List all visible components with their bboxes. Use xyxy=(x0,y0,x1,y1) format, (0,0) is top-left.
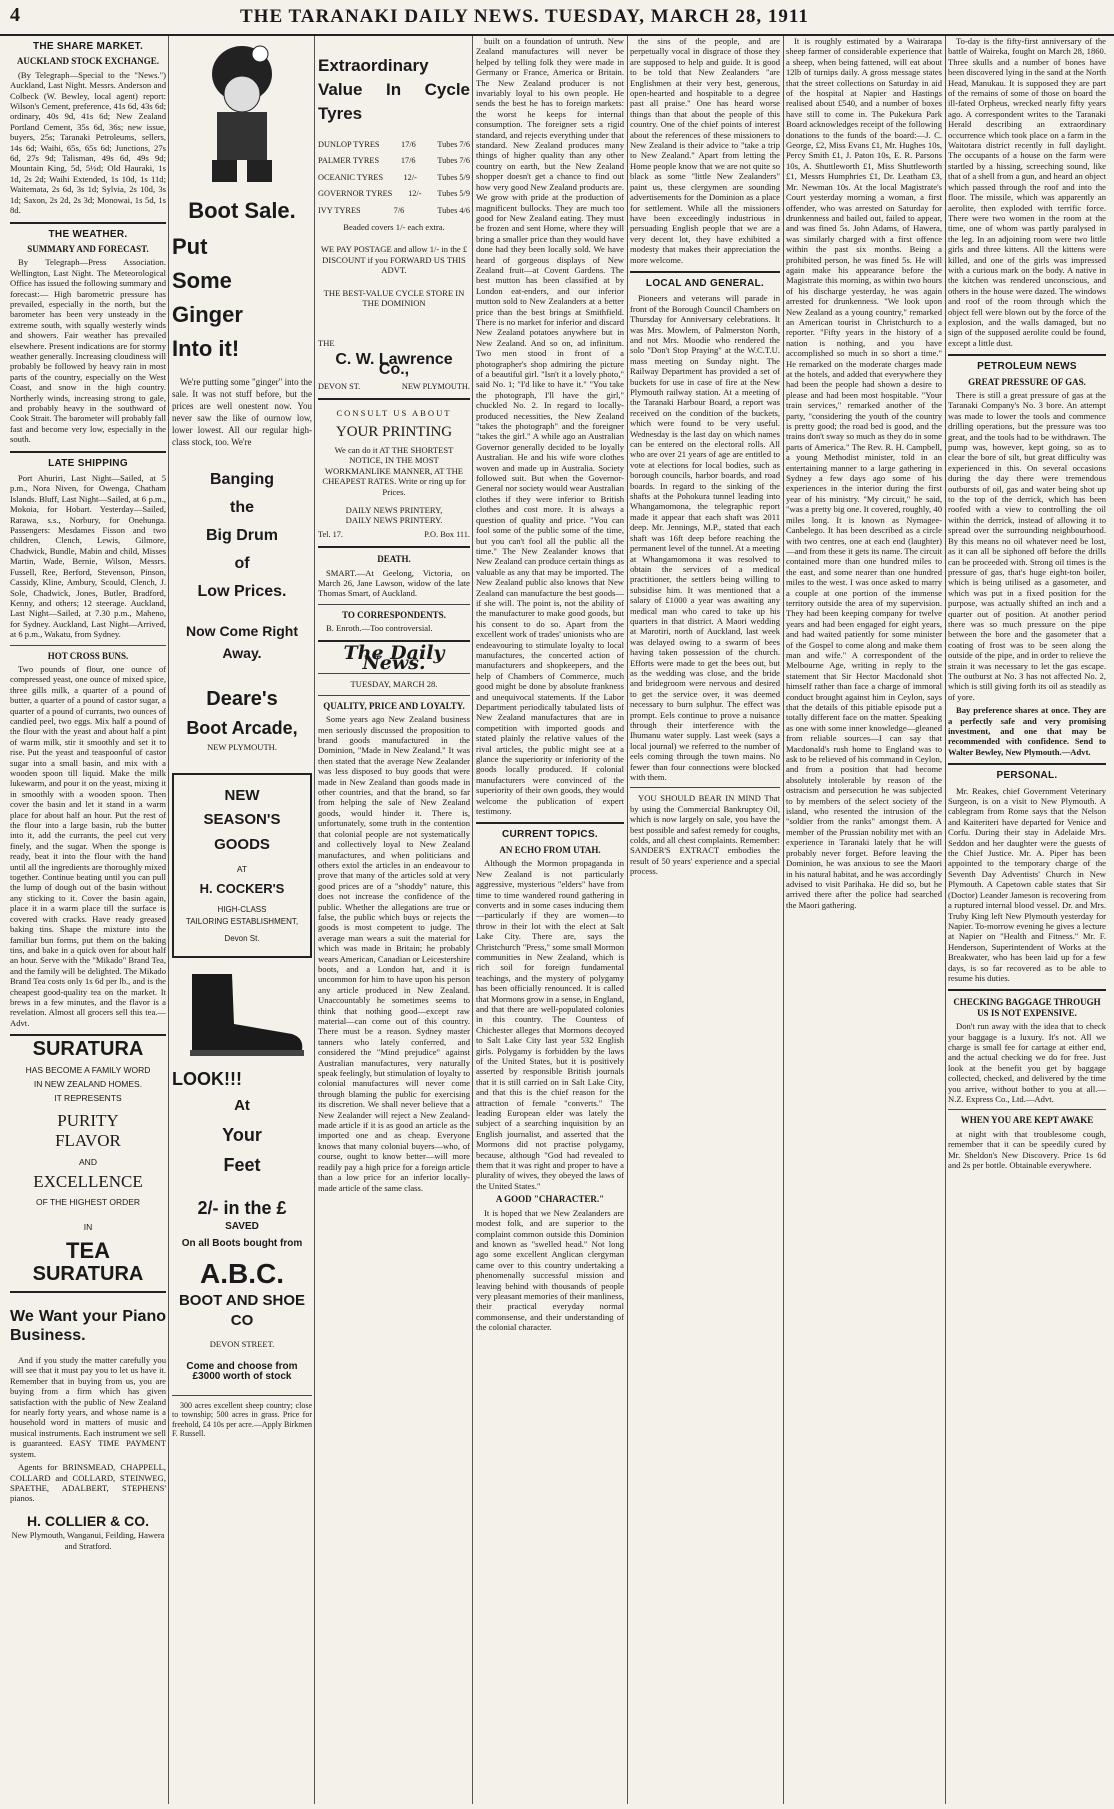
masthead xyxy=(0,0,1114,36)
share-market-heading: THE SHARE MARKET. xyxy=(32,41,144,52)
printery-line: DAILY NEWS PRINTERY. xyxy=(345,515,443,526)
lawrence-street: DEVON ST. xyxy=(318,381,361,391)
character-heading: A GOOD "CHARACTER." xyxy=(495,1194,605,1205)
collier-name: H. COLLIER & CO. xyxy=(26,1512,150,1529)
petroleum-text: There is still a great pressure of gas at the Taranaki Company's No. 3 bore. An attempt was made to lower the tools and commence drilling operations, but the pressure was too great, and the tools had to be withdrawn. The pump was, however, kept going, so as to clear the bore of silt, but great difficulty was experienced in this. On several occasions during the day there were tremendous outbursts of oil, gas and water being shot up to the top of the derrick, which has been roofed with a view to controlling the oil within the derrick, instead of allowing it to spread over the surrounding neighbourhood. By this means no oil whatever need be lost, as it can all be siphoned off before the drills can be proceeded with. Strong oil times is the pressure of gas, that's huge eight-ton boiler, which is being utilised as a gasometer, and which was put in a fixed position for the purpose, was actually shifted an inch and a quarter out of position. At another period there was so much pressure on the pipe between the bore and the gasometer that a coating of frost was to be seen along the outside of the pipe, and in order to relieve the strain it was necessary to let the gas escape. The outburst at No. 3 has not affected No. 2, which is still giving forth its oil as steadily as of yore. xyxy=(948,390,1106,702)
column-1 xyxy=(10,36,166,1804)
put-word: Put xyxy=(172,234,208,260)
tyre-row xyxy=(318,173,470,183)
some-word: Some xyxy=(172,268,232,294)
at-word: AT xyxy=(236,864,248,875)
cocker-name: H. COCKER'S xyxy=(199,881,285,897)
tyre-name: OCEANIC TYRES xyxy=(318,172,384,182)
land-advert: 300 acres excellent sheep country; close to township; 500 acres in grass. Price for freehold, £4 10s per acre.—Apply Birkmen F. Russell. xyxy=(172,1400,312,1438)
abc-boot-shoe: BOOT AND SHOE CO xyxy=(178,1292,306,1330)
column-4 xyxy=(476,36,624,1804)
quality-text: Some years ago New Zealand business men seriously discussed the proposition to brand goods manufactured in the Dominion, "Made in New Zealand." It was then stated that the average New Zealander was less disposed to buy goods that were made in New Zealand than goods made in other countries, and that the brand, so far from helping the sale of New Zealand goods, would hinder it. There is, unfortunately, some truth in the contention that colonial people are not systematically and collectively loyal to New Zealand manufactures, and when politicians and others extol the articles in an endeavour to prove that many of the articles sold at very good prices are of a "shoddy" nature, this does not increase the confidence of the public. Whether the allegations are true or false, the public which buys or rejects the goods is most competent to judge. The average man wears a suit the material for which was made in Britain; he probably wears American, Canadian or Leicestershire boots, and a London hat, and it is uncommon for him to have upon his person any article produced in New Zealand. Unaccountably he sometimes seems to think that nothing good—except raw material—can come out of this country. There must be a reason. Sydney master tanners who lately conferred, and considered the "Mind prejudice" against Australian manufactures, very naturally speak feelingly, but stimulation of loyalty to colonial manufactures will never come through blaming the public for exercising its discretion. We shall never believe that a New Zealander will reject a New Zealand-made article if it is as good an article as the imported one and as cheap. Everyone knows that many colonial buyers—who, of course, ought to know better—will more readily pay a high price for a foreign article than a low price for an inferior locally-made article of the same class. xyxy=(318,714,470,1193)
piano-text: And if you study the matter carefully you will see that it must pay you to let us have it. Remember that in buying from us, you are buying from a firm which has given satisfaction with the public of New Zealand for nearly forty years, and whose name is a household word in matters of music and musical instruments. Each instrument we sell is guaranteed. EASY TIME PAYMENT system. xyxy=(10,1355,166,1459)
tyre-name: PALMER TYRES xyxy=(318,156,380,166)
cocker-line: Devon St. xyxy=(224,933,260,943)
quality-heading: QUALITY, PRICE AND LOYALTY. xyxy=(323,700,465,711)
ginger-text: We're putting some "ginger" into the sale. It was not stuff before, but the prices are well onestent now. You never saw the like of ournow low, lower lowest. All our regular high-class stock, too. We're xyxy=(172,377,312,448)
seasons-word: SEASON'S xyxy=(203,811,281,829)
tyre-tubes: Tubes 7/6 xyxy=(437,140,470,149)
anniversary-text: To-day is the fifty-first anniversary of the battle of Waireka, fought on March 28, 1860. Three skulls and a number of bones have been discovered lying in the sand at the North Head, Manukau. It is supposed they are part of the remains of some of those on board the ill-fated Orpheus, wrecked nearly fifty years ago. A correspondent writes to the Taranaki Herald describing an extraordinary occurrence which took place on a farm in the Waitotara district recently in full daylight. The occupants of a house on the farm were startled by a hissing, screeching sound, like that of a shell from a gun, and heard an object which passed through the roof and into the floor. The missile, which was apparently an aerolite, then exploded with terrific force. There were two women in the room at the time, one of whom was partly paralysed in the leg. In an adjoining room were two little girls and three kittens. All the kittens were killed, and one of the girls was impressed with a curious mark on the body. A native in the kitchen was rendered unconscious, and others in the house were dazed. The windows and roof of the room through which the object fell were blown out by the force of the explosion, and the walls damaged, but no sign of the supposed aerolite could be found, except a little dust. xyxy=(948,36,1106,348)
petroleum-subheading: GREAT PRESSURE OF GAS. xyxy=(968,376,1086,387)
best-value: THE BEST-VALUE CYCLE STORE IN THE DOMINION xyxy=(323,287,465,309)
column-rule xyxy=(783,36,784,1804)
tyre-price: 17/6 xyxy=(401,140,416,149)
cocker-line: HIGH-CLASS xyxy=(217,904,267,914)
beaded-covers: Beaded covers 1/- each extra. xyxy=(343,222,445,233)
share-market-subheading: AUCKLAND STOCK EXCHANGE. xyxy=(16,56,160,67)
tyre-price: 12/- xyxy=(408,189,422,199)
at-word-2: At xyxy=(234,1097,250,1115)
buns-text: Two pounds of flour, one ounce of compressed yeast, one ounce of mixed spice, three gills milk, a quarter of a pound of butter, a quarter of a pound of castor sugar, a quarter of a pound of currants, two ounces of candied peel, two eggs. Mix half a pound of the flour with the yeast and about half a pint of warm milk, stir it smoothly and set it to rise. Put the yeast and teaspoonful of castor sugar into a small basin, and mix with a wooden spoon till liquid. Make the milk lukewarm, and pour it on the yeast, mixing it in smoothly with a wooden spoon. Then cover the basin and let it stand in a warm place for about half an hour. Put the rest of the flour into a large basin, rub the butter into it, add the currants, the peel cut very finely, and the sugar. When the sponge is ready, beat it into the flour with the hand until all the ingredients are thoroughly mixed together. Continue beating until you can pull the lump of dough out of the basin without any sticking to it. Cover the basin again, place it in a warm place till the surface is covered with cracks. Have ready greased baking tins. Shape the mixture into the familiar bun forms, put them on the baking tins, and bake in a quick oven for about half an hour. Serve with the "Mikado" Brand Tea, and the family will be delighted. The Mikado Brand Tea costs only 1s 6d per lb., and is the cheapest good-quality tea on the market. It brews in a few minutes, and the flavor is a revelation. Almost all grocers sell this tea.—Advt. xyxy=(10,663,166,1028)
cocker-line: TAILORING ESTABLISHMENT, xyxy=(185,917,299,927)
deares-name: Deare's xyxy=(206,688,278,711)
suratura-title: SURATURA xyxy=(32,1038,144,1061)
and-word: AND xyxy=(79,1156,97,1167)
your-word: Your xyxy=(222,1125,262,1146)
boot-sale-heading: Boot Sale. xyxy=(188,198,296,223)
printing-text: We can do it AT THE SHORTEST NOTICE, IN THE MOST WORKMANLIKE MANNER, AT THE CHEAPEST RATES. Write or ring up for Prices. xyxy=(322,444,466,497)
abc-choose: Come and choose from £3000 worth of stock xyxy=(186,1360,298,1383)
tyre-tubes: Tubes 5/9 xyxy=(437,172,470,182)
buns-heading: HOT CROSS BUNS. xyxy=(47,650,129,661)
death-text: SMART.—At Geelong, Victoria, on March 26, Jane Lawson, widow of the late Thomas Smart, of Auckland. xyxy=(318,567,470,599)
shipping-heading: LATE SHIPPING xyxy=(48,457,128,469)
banging-word: Banging xyxy=(210,471,274,489)
character-text: It is hoped that we New Zealanders are modest folk, and are superior to the complaint common outside this Dominion and known as "swelled head." Not long ago some excellent Anglican clergyman came over to this country undertaking a phenomenally successful mission and leaving behind with thousands of people very pleasant memories of their manliness, their practical everyday normal commonsense, and their understanding of the colonial character. xyxy=(476,1207,624,1333)
checking-text: Don't run away with the idea that to check your baggage is a luxury. It's not. All we charge is small fee for cartage at either end, and the actual checking we do for free. Just look at the benefit you get by baggage collected, checked, and delivered by the time you arrive, without bother to you at all.—N.Z. Express Co., Ltd.—Advt. xyxy=(948,1021,1106,1104)
piano-agents: Agents for BRINSMEAD, CHAPPELL, COLLARD and COLLARD, STEINWEG, SPAETHE, ADALBERT, STEPHENS' pianos. xyxy=(10,1462,166,1504)
feet-word: Feet xyxy=(223,1155,261,1176)
petroleum-advert: Bay preference shares at once. They are a perfectly safe and very promising investment, and one that may be recommended with confidence. Send to Walter Bewley, New Plymouth.—Advt. xyxy=(948,705,1106,757)
new-word: NEW xyxy=(224,786,260,804)
share-market-text: (By Telegraph—Special to the "News.") Auckland, Last Night. Messrs. Anderson and Colbeck (W. Bewley, local agent) report: Wilson's Cement, preference, 41s 6d, 43s 6d; ordinary, 40s 9d, 41s 6d; New Zealand Portland Cement, 35s 6d, 36s; new issue, buyers, 25s; Taranaki Petroleums, sellers, 14s 6d; Waihi, 65s, 65s 6d; Junctions, 27s 6d, 27s 9d; Talisman, 49s 6d, 49s 9d; Mountain King, 5d, 5½d; Old Hauraki, 1s 1d, 2s 2d; Waihi Extended, 1s 10d, 1s 11d; Waitemata, 2s 6d, 3s 1d; Sylvia, 2s 10d, 3s 1d; Saxon, 2s 2d, 2s 3d; Monowai, 1s 5d, 1s 8d. xyxy=(10,69,166,216)
suratura-advert xyxy=(10,1038,166,1285)
current-topics-heading: CURRENT TOPICS. xyxy=(502,829,598,841)
tyre-row xyxy=(318,189,470,199)
utah-text: Although the Mormon propaganda in New Zealand is not particularly aggressive, mysterious "elders" have from time to time wandered round gathering in converts and in some cases inducing them—particularly if they are women—to throw in their lot with the elect at Salt Lake City. There are, says the Christchurch "Press," some small Mormon communities in New Zealand, which is rich soil for foreign fundamental teachings, and the mystery of polygamy has been officially renounced. It is called that Mormons grow in a sense, in England, and that there are well-populated colonies in this country. The Countess of Chichester alleges that Mormons decoyed to Salt Lake City last year 532 English girls. Polygamy is forbidden by the laws of the United States, but it is positively asserted by responsible British journals that it is still carried on in Salt Lake City, and that this is the chief reason for the attraction of female "converts." The leading European elder was lately the subject of a searching inquisition by an English journalist, and asserted that the Mormons did not practise polygamy, because, although "God had revealed to them that it was right and proper to have a plurality of wives, they obeyed the laws of the United States." xyxy=(476,858,624,1191)
excellence-word: EXCELLENCE xyxy=(33,1172,143,1191)
saved-word: SAVED xyxy=(225,1221,259,1233)
tyre-name: IVY TYRES xyxy=(318,205,361,215)
weather-subheading: SUMMARY AND FORECAST. xyxy=(27,243,149,254)
abc-street: DEVON STREET. xyxy=(209,1339,275,1350)
tyre-name: GOVERNOR TYRES xyxy=(318,189,393,199)
checking-heading: CHECKING BAGGAGE THROUGH US IS NOT EXPENSIVE. xyxy=(953,997,1101,1018)
lawrence-address xyxy=(318,382,470,392)
low-prices-word: Low Prices. xyxy=(197,583,287,601)
tyre-tubes: Tubes 4/6 xyxy=(437,205,470,215)
column-rule xyxy=(168,36,169,1804)
newspaper-title: THE TARANAKI DAILY NEWS. TUESDAY, MARCH 28, 1911 xyxy=(240,6,809,27)
tyre-row xyxy=(318,206,470,216)
utah-heading: AN ECHO FROM UTAH. xyxy=(499,844,601,855)
highest-order: OF THE HIGHEST ORDER xyxy=(35,1197,141,1208)
local-continued: It is roughly estimated by a Wairarapa sheep farmer of considerable experience that a sheep, when being fattened, will eat about 12lb of turnips daily. A gross message states that the street collections on Saturday in aid of the hospital at Napier and Hastings realised about £540, and a number of boxes have still to come in. The Pukekura Park Board acknowledges receipt of the following donations to the funds of the board:—J. C. George, £2, Miss Evans £1, Mr. Hughes 10s, Percy Smith £1, J. Paton 10s, E. R. Parsons 10s, A. Shuttleworth £1, Miss Shuttleworth £1, Messrs Humphries £1, Dr. Leatham £3, Mr. Newman 10s. At the local Magistrate's Court yesterday morning a woman, a first offender, who was arrested on Saturday for drunkenness and bailed out, failed to appear, and was fined 5s. John Adams, of Hawera, was similarly charged with a first offence within the past six months. Being a prohibited person, he was fined 5s. He will again make his appearance before the Magistrate this morning, as within two hours of his discharge yesterday, he was again arrested for drunkenness. "We look upon New Zealand as a young country," remarked an American tourist in Christchurch to a reporter. "Fifty years in the history of a nation is nothing, and you have accomplished so much in so short a time." He remarked on the moderate charges made at the hotels, and added that everywhere they had been the people had shown a desire to please and had been most hospitable. "Your train services," remarked another of the party, "considering the youth of the country is pretty good; the road bed is good, and the trains don't sway so much as they do in some parts of America." The Rev. R. H. Campbell, a young Methodist minister, told in an entertaining manner to a large gathering in Sydney a few days ago some of his experiences in the interior during the first year of his ministry. "My circuit," he said, "was a pretty big one. It covered, roughly, 40 miles long. It is known as Nymagee-Canbelego. It has been described as a circle with two centres, one at each end (laughter)—and from these it gets its name. The circuit contained more than one hundred miles to the east, and some nearer than one hundred miles to the west. I was once asked to marry a couple at one portion of the immense territory outside the area of my supervision. They had been keeping company for twelve years and had been engaged for eight years, and had waited patiently for some minister of the Gospel to come along and make them man and wife." A correspondent of the Melbourne Age, writing in reply to the statement that Sir Hector Macdonald shot himself rather than face a charge of immoral conduct brought against him in Ceylon, says that the details of this pitiable episode put a totally different face on the matter. Speaking as one with some inner knowledge—gleaned from reliable sources—I can say that Macdonald's rush home to England was to ask to be relieved of his command in Ceylon, and from a position that had become absolutely intolerable by reason of the ostracism and persecution he was subjected to by members of the select society of the island, who resented the intrusion of the "soldier from the ranks" amongst them. A member of the Prussian nobility met with an experience in Taranaki lately that he will probably never forget. Before leaving the Dominion, he was anxious to see the Maori in his natural habitat, and he was accordingly advised to visit Parihaka. He did so, but he arrived there after the police had searched the Maori gathering. xyxy=(786,36,942,910)
shipping-text: Port Ahuriri, Last Night—Sailed, at 5 p.m., Nora Niven, for Owenga, Chatham Islands. Bluff, Last Night—Sailed, at 6 p.m., Mokoia, for Hobart. Yesterday—Sailed, Rarawa, s.s., Norbury, for Onehunga. Passengers: Mesdames Fisson and two children, Clench, Lewis, Gilmore, Chadwick, Bundle, Mabin and child, Misses Martin, Wade, Bernie, Wilson, Messrs. Fussell, Ree, Berford, Stevenson, Pinson, Cassidy, Kline, Ambury, Scould, Clench, J. Sole, Chadwick, Jones, Butler, Bradford, Kenny, and others; 12 steerage. Auckland, Last Night—Sailed, at 7.30 p.m., Maheno, for Sydney. Auckland, Last Night—Arrived, at 6 p.m., Wakatu, from Sydney. xyxy=(10,473,166,640)
printery-tel: Tel. 17. xyxy=(318,529,343,539)
ginger-word: Ginger xyxy=(172,302,243,328)
cocker-advert xyxy=(172,773,312,958)
page-number: 4 xyxy=(10,4,20,26)
printery-line: DAILY NEWS PRINTERY, xyxy=(345,504,443,515)
tyre-row xyxy=(318,156,470,166)
tea-word: TEA xyxy=(66,1238,110,1264)
cycle-tyres-heading: Extraordinary Value In Cycle Tyres xyxy=(318,56,470,123)
consult-us: CONSULT US ABOUT xyxy=(336,408,452,419)
weather-text: By Telegraph—Press Association. Wellington, Last Night. The Meteorological Office has issued the following summary and forecast:— High barometric pressure has prevailed, especially in the north, but the barometer has been very unsteady in the extreme south, with squally westerly winds and showers. Fair weather has prevailed elsewhere. Present indications are for stormy weather generally. Increasing cloudiness will probably be followed by heavy rain in most parts of the country, especially on the West Coast, and snow in the high country. Northerly winds, increasing strong to gale, and probably heavy in the southward of Cook Strait. The barometer will probably fall fast and become very low, especially in the south. xyxy=(10,257,166,445)
printery-contact xyxy=(318,530,470,540)
of-word: of xyxy=(234,555,250,573)
column-3 xyxy=(318,36,470,1804)
topics-continued: the sins of the people, and are perpetually vocal in disgrace of those they are supposed to help and guide. It is good to be told that New Zealanders "are Englishmen at their very best, generous, open-hearted and hospitable to a degree past all praise." One has heard worse things than that about the people of this country. One of the chief points of interest about the references of these missioners to New Zealand is their advice to "take a trip to New Zealand." Apart from letting the Home people know that we are not quite so black as some "little New Zealanders" paint us, these clergymen are sounding advertisements for the Dominion as a place for settlement. While all the missioners have been exceedingly industrious in persuading English people that we are a very decent lot, they have exhibited a modesty that makes their appreciation the more welcome. xyxy=(630,36,780,265)
deares-town: NEW PLYMOUTH. xyxy=(207,742,277,753)
postage-offer: WE PAY POSTAGE and allow 1/- in the £ DISCOUNT if you FORWARD US THIS ADVT. xyxy=(320,244,468,276)
editorial-date: TUESDAY, MARCH 28. xyxy=(350,679,438,690)
local-general-heading: LOCAL AND GENERAL. xyxy=(645,277,765,289)
collier-towns: New Plymouth, Wanganui, Feilding, Hawera and Stratford. xyxy=(11,1530,165,1551)
the-word: THE xyxy=(318,338,335,349)
tyre-tubes: Tubes 5/9 xyxy=(437,189,470,199)
abc-name: A.B.C. xyxy=(200,1258,284,1290)
suratura-line: IN NEW ZEALAND HOMES. xyxy=(33,1078,143,1089)
tyre-name: DUNLOP TYRES xyxy=(318,140,380,149)
kept-awake-text: at night with that troublesome cough, remember that it can be speedily cured by Mr. Sheldon's New Discovery. Price 1s 6d and 2s per bottle. Obtainable everywhere. xyxy=(948,1128,1106,1171)
suratura-line: IT REPRESENTS xyxy=(54,1093,122,1104)
come-right-away: Now Come Right Away. xyxy=(186,623,298,662)
purity-word: PURITY xyxy=(57,1110,119,1130)
lawrence-name: C. W. Lawrence Co., xyxy=(335,350,453,379)
editorial-continued: built on a foundation of untruth. New Zealand manufactures will never be helped by telling folk they were made in Germany or France, America or Britain. The New Zealand producer is not invariably loyal to his own people. He sends the best he has to foreign markets: the worst he keeps for internal consumption. The foreigner sets a rigid standard, and rejects everything under that standard. New Zealand produces many things of higher quality than any other country on earth, but the New Zealand shopper doesn't get a chance to find out how very good New Zealand products are. We grow with pride at the production of magnificent bullocks. They are much too good for New Zealand eating. They must be frozen and sent Home, where they will bring a smaller price than they would have done had they been locally sold. We have heard of gorgeous displays of New Zealand fruit—at Covent Gardens. The best mutton has been classified at by London eat-enders, and our inferior mutton sold to New Zealanders at a better price than the best brings at Smithfield. There is no market for inferior and discard New Zealand potatoes anywhere but in New Zealand. And so on, ad infinitum. Two men stood in front of a photographer's shop admiring the picture of a beautiful girl. "Isn't it a lovely photo," said No. 1; "I'd like to have it." "You take the photograph, I'll have the girl," chuckled No. 2. In regard to locally-produced necessities, the New Zealand "takes the photograph" and the foreigner "takes the girl." A while ago an Australian Governor generally decided to be loyally Australian. He and his wife wore clothes woven and made up in Australia. Society followed suit. But when the Governor-General nor society would wear Australian clothes if they were inferior to British clothes and cost more. It is always a question of quality and price. "You can fool some of the public some of the time, but you can't fool all the public all the time." The New Zealander knows that New Zealand can produce certain things as valuable as any that may be imported. The New Zealand public also knows that New Zealand can manufacture the best goods—if she will. The point is, not the ability of the manufacturer to make good goods, but his consent to do so. Apart from the excellent work of trades' unionists who are endeavouring to stimulate loyalty to local manufactures, the concerted action of manufacturers and shopkeepers, and the help of Chambers of Commerce, much good might be done by absolute frankness and unequivocal statements. If the Labor Department periodically tabulated lists of New Zealand manufactures that are in competition with imported goods and stated plainly the relative values of the rival articles, the public might see at a glance the superiority or inferiority of the goods locally produced. If colonial manufacturers were convinced of the superiority of their own goods, they would welcome the publication of expert testimony. xyxy=(476,36,624,817)
two-shillings: 2/- in the £ xyxy=(197,1198,287,1219)
suratura-title-2: SURATURA xyxy=(32,1262,144,1285)
look-heading: LOOK!!! xyxy=(172,1069,242,1090)
column-rule xyxy=(472,36,473,1804)
tyre-price: 17/6 xyxy=(400,156,416,166)
tyre-price: 12/- xyxy=(403,172,417,182)
tyre-price: 7/6 xyxy=(393,205,405,215)
suratura-line: HAS BECOME A FAMILY WORD xyxy=(25,1064,151,1075)
big-drum-word: Big Drum xyxy=(206,527,278,545)
boot-illustration xyxy=(172,964,312,1064)
tyre-price-list xyxy=(318,140,470,216)
piano-heading: We Want your Piano Business. xyxy=(10,1308,166,1345)
weather-heading: THE WEATHER. xyxy=(48,228,128,240)
personal-text: Mr. Reakes, chief Government Veterinary Surgeon, is on a visit to New Plymouth. A cablegram from Rome says that the Nelson and Kaiteriteri have departed for Venice and Corfu. During their stay in Adelaide Mrs. Seddon and her daughter were the guests of the Chief Justice. Mr. A. Piper has been appointed to the temporary charge of the Seventh Day Adventists' Church in New Plymouth. A Capetown cable states that Sir (Doctor) Leander Jameson is recovering from a ruptured internal blood vessel. Dr. and Mrs. Truby King left New Plymouth yesterday for Napier. To-morrow evening he gives a lecture at Napier on "Health and Fitness." Mr. F. Henderson, Superintendent of Works at the Breakwater, who has been laid up for a few days, is so far recovered as to be able to resume his duties. xyxy=(948,785,1106,983)
column-5 xyxy=(630,36,780,1804)
bear-in-mind-text: YOU SHOULD BEAR IN MIND That by using the Commercial Bankruptcy Oil, which is now largely on sale, you have the best possible and safest remedy for coughs, colds, and all chest complaints. Remember: SANDER'S EXTRACT embodies the result of 50 years' experience and a special process. xyxy=(630,793,780,877)
column-2 xyxy=(172,36,312,1804)
column-7 xyxy=(948,36,1106,1804)
flavor-word: FLAVOR xyxy=(55,1131,121,1151)
column-rule xyxy=(627,36,628,1804)
editorial-nameplate: The Daily News. xyxy=(343,641,445,674)
column-rule xyxy=(314,36,315,1804)
tyre-tubes: Tubes 7/6 xyxy=(437,156,470,166)
printery-pobox: P.O. Box 111. xyxy=(424,529,470,539)
on-all-boots: On all Boots bought from xyxy=(181,1237,303,1249)
your-printing: YOUR PRINTING xyxy=(335,423,453,440)
column-6 xyxy=(786,36,942,1804)
tyre-row xyxy=(318,140,470,150)
petroleum-heading: PETROLEUM NEWS xyxy=(977,361,1077,373)
local-general-text: Pioneers and veterans will parade in front of the Borough Council Chambers on Thursday for Anniversary celebrations. It was Mrs. Mowlem, of Palmerston North, and not Mrs. Moodie who rendered the solo "Don't Stop Praying" at the W.C.T.U. mass meeting on Sunday night. The Railway Department has provided a set of buckets for use in case of fire at the New Plymouth railway station. At a meeting of the Taranaki Harbour Board, a report was received on the condition of the buckets, which were found to be very useful. Wednesday is the last day on which names can be entered on the electoral rolls. All who are over 21 years of age are entitled to vote at elections for local bodies, such as borough councils, harbor boards, and road boards. In regard to the sinking of the shafts at the Pohokura tunnel leading into Whangamomona, the telegraphic report made it appear that each shaft was 2011 deep. Mr. Jennings, M.P., stated that each shaft was 16ft deep before reaching the permanent level of the tunnel. At a meeting at Whangamomona it was resolved to obtain the services of a medical practitioner, the settlers being willing to subsidise him. It was mentioned that a salary of £1000 a year was awaiting any medical man who cared to take up his quarters in that district. A Maori wedding at Marotiri, north of Auckland, last week was delayed owing to a swarm of bees having taken possession of the church. Efforts were made to get the bees out, but as the wedding was close, and the bride and bridegroom were nervous and desired to get the service over, it was deemed necessary to burn sulphur. The effect was prompt. Eels continue to prove a nuisance through their interference with the Ihumanu water supply. Last week (says a local journal) we referred to the number of eels coming through the town mains. No fewer than four connections were blocked with them. xyxy=(630,293,780,783)
sailor-boy-illustration xyxy=(172,36,312,186)
correspondents-text: B. Enroth.—Too controversial. xyxy=(326,623,433,634)
into-it-word: Into it! xyxy=(172,336,240,362)
personal-heading: PERSONAL. xyxy=(996,770,1058,782)
goods-word: GOODS xyxy=(214,835,270,853)
correspondents-heading: TO CORRESPONDENTS. xyxy=(342,609,446,620)
kept-awake-heading: WHEN YOU ARE KEPT AWAKE xyxy=(960,1115,1094,1126)
boot-arcade-name: Boot Arcade, xyxy=(186,718,298,739)
in-word: IN xyxy=(83,1221,93,1232)
column-rule xyxy=(945,36,946,1804)
lawrence-town: NEW PLYMOUTH. xyxy=(401,381,470,391)
the-word: the xyxy=(230,499,254,517)
death-heading: DEATH. xyxy=(377,554,411,565)
